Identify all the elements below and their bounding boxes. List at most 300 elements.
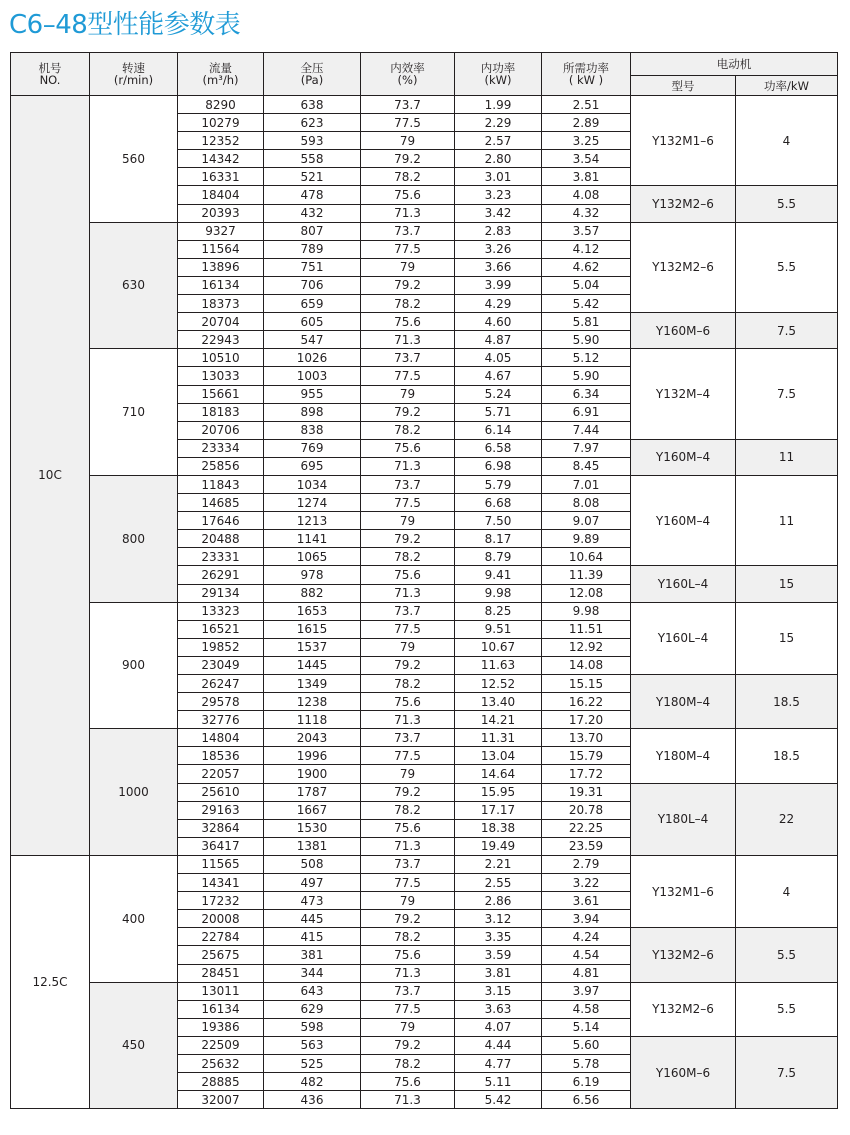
pressure-cell: 497 bbox=[264, 874, 361, 892]
header-motor-power: 功率/kW bbox=[736, 76, 838, 96]
efficiency-cell: 79.2 bbox=[361, 783, 455, 801]
required-power-cell: 5.60 bbox=[542, 1036, 631, 1054]
internal-power-cell: 13.40 bbox=[455, 693, 542, 711]
required-power-cell: 15.79 bbox=[542, 747, 631, 765]
required-power-cell: 5.78 bbox=[542, 1054, 631, 1072]
header-efficiency-label: 内效率 bbox=[390, 61, 425, 75]
required-power-cell: 7.01 bbox=[542, 475, 631, 493]
motor-power-cell: 4 bbox=[736, 96, 838, 186]
efficiency-cell: 79.2 bbox=[361, 403, 455, 421]
pressure-cell: 1445 bbox=[264, 656, 361, 674]
motor-power-cell: 15 bbox=[736, 566, 838, 602]
table-row bbox=[11, 855, 838, 873]
efficiency-cell: 79 bbox=[361, 765, 455, 783]
internal-power-cell: 9.98 bbox=[455, 584, 542, 602]
motor-power-cell: 5.5 bbox=[736, 928, 838, 982]
efficiency-cell: 73.7 bbox=[361, 222, 455, 240]
internal-power-cell: 6.98 bbox=[455, 457, 542, 475]
required-power-cell: 5.90 bbox=[542, 367, 631, 385]
internal-power-cell: 3.42 bbox=[455, 204, 542, 222]
flow-cell: 20706 bbox=[178, 421, 264, 439]
flow-cell: 13323 bbox=[178, 602, 264, 620]
pressure-cell: 1537 bbox=[264, 638, 361, 656]
flow-cell: 12352 bbox=[178, 132, 264, 150]
internal-power-cell: 6.68 bbox=[455, 494, 542, 512]
required-power-cell: 5.81 bbox=[542, 313, 631, 331]
required-power-cell: 3.94 bbox=[542, 910, 631, 928]
flow-cell: 23334 bbox=[178, 439, 264, 457]
required-power-cell: 7.97 bbox=[542, 439, 631, 457]
pressure-cell: 605 bbox=[264, 313, 361, 331]
motor-model-cell: Y132M1–6 bbox=[631, 96, 736, 186]
pressure-cell: 563 bbox=[264, 1036, 361, 1054]
efficiency-cell: 78.2 bbox=[361, 928, 455, 946]
pressure-cell: 1381 bbox=[264, 837, 361, 855]
pressure-cell: 1118 bbox=[264, 711, 361, 729]
flow-cell: 16134 bbox=[178, 276, 264, 294]
required-power-cell: 4.24 bbox=[542, 928, 631, 946]
flow-cell: 20393 bbox=[178, 204, 264, 222]
efficiency-cell: 73.7 bbox=[361, 475, 455, 493]
header-required-power bbox=[542, 53, 631, 96]
required-power-cell: 16.22 bbox=[542, 693, 631, 711]
internal-power-cell: 1.99 bbox=[455, 96, 542, 114]
required-power-cell: 8.45 bbox=[542, 457, 631, 475]
header-motor: 电动机 bbox=[631, 53, 838, 76]
required-power-cell: 3.54 bbox=[542, 150, 631, 168]
motor-power-cell: 7.5 bbox=[736, 349, 838, 439]
required-power-cell: 10.64 bbox=[542, 548, 631, 566]
required-power-cell: 12.08 bbox=[542, 584, 631, 602]
efficiency-cell: 71.3 bbox=[361, 964, 455, 982]
pressure-cell: 1003 bbox=[264, 367, 361, 385]
required-power-cell: 3.81 bbox=[542, 168, 631, 186]
flow-cell: 29578 bbox=[178, 693, 264, 711]
required-power-cell: 7.44 bbox=[542, 421, 631, 439]
pressure-cell: 1996 bbox=[264, 747, 361, 765]
efficiency-cell: 77.5 bbox=[361, 114, 455, 132]
required-power-cell: 4.81 bbox=[542, 964, 631, 982]
pressure-cell: 1787 bbox=[264, 783, 361, 801]
internal-power-cell: 2.86 bbox=[455, 892, 542, 910]
table-row bbox=[11, 982, 838, 1000]
required-power-cell: 22.25 bbox=[542, 819, 631, 837]
internal-power-cell: 17.17 bbox=[455, 801, 542, 819]
required-power-cell: 3.22 bbox=[542, 874, 631, 892]
efficiency-cell: 79 bbox=[361, 1018, 455, 1036]
efficiency-cell: 71.3 bbox=[361, 584, 455, 602]
internal-power-cell: 2.29 bbox=[455, 114, 542, 132]
pressure-cell: 1653 bbox=[264, 602, 361, 620]
internal-power-cell: 5.11 bbox=[455, 1073, 542, 1091]
header-flow-label: 流量 bbox=[209, 61, 232, 75]
header-machine-no bbox=[11, 53, 90, 96]
internal-power-cell: 8.79 bbox=[455, 548, 542, 566]
internal-power-cell: 4.07 bbox=[455, 1018, 542, 1036]
flow-cell: 25610 bbox=[178, 783, 264, 801]
efficiency-cell: 79 bbox=[361, 385, 455, 403]
required-power-cell: 3.61 bbox=[542, 892, 631, 910]
header-machine-no-label: 机号 bbox=[38, 61, 62, 75]
pressure-cell: 1349 bbox=[264, 675, 361, 693]
header-motor-model: 型号 bbox=[631, 76, 736, 96]
internal-power-cell: 13.04 bbox=[455, 747, 542, 765]
pressure-cell: 1026 bbox=[264, 349, 361, 367]
required-power-cell: 6.91 bbox=[542, 403, 631, 421]
efficiency-cell: 75.6 bbox=[361, 439, 455, 457]
motor-model-cell: Y160L–4 bbox=[631, 566, 736, 602]
efficiency-cell: 75.6 bbox=[361, 1073, 455, 1091]
required-power-cell: 19.31 bbox=[542, 783, 631, 801]
internal-power-cell: 4.29 bbox=[455, 295, 542, 313]
flow-cell: 36417 bbox=[178, 837, 264, 855]
efficiency-cell: 75.6 bbox=[361, 693, 455, 711]
internal-power-cell: 3.35 bbox=[455, 928, 542, 946]
motor-power-cell: 11 bbox=[736, 475, 838, 565]
flow-cell: 20488 bbox=[178, 530, 264, 548]
flow-cell: 18373 bbox=[178, 295, 264, 313]
flow-cell: 22943 bbox=[178, 331, 264, 349]
motor-model-cell: Y132M2–6 bbox=[631, 928, 736, 982]
internal-power-cell: 5.79 bbox=[455, 475, 542, 493]
internal-power-cell: 19.49 bbox=[455, 837, 542, 855]
internal-power-cell: 4.77 bbox=[455, 1054, 542, 1072]
pressure-cell: 955 bbox=[264, 385, 361, 403]
motor-power-cell: 5.5 bbox=[736, 982, 838, 1036]
pressure-cell: 2043 bbox=[264, 729, 361, 747]
internal-power-cell: 8.17 bbox=[455, 530, 542, 548]
internal-power-cell: 18.38 bbox=[455, 819, 542, 837]
pressure-cell: 1065 bbox=[264, 548, 361, 566]
required-power-cell: 6.34 bbox=[542, 385, 631, 403]
machine-no-cell: 10C bbox=[11, 96, 90, 856]
efficiency-cell: 71.3 bbox=[361, 331, 455, 349]
pressure-cell: 521 bbox=[264, 168, 361, 186]
internal-power-cell: 8.25 bbox=[455, 602, 542, 620]
efficiency-cell: 73.7 bbox=[361, 729, 455, 747]
pressure-cell: 898 bbox=[264, 403, 361, 421]
efficiency-cell: 78.2 bbox=[361, 168, 455, 186]
required-power-cell: 15.15 bbox=[542, 675, 631, 693]
efficiency-cell: 79 bbox=[361, 258, 455, 276]
pressure-cell: 1615 bbox=[264, 620, 361, 638]
pressure-cell: 525 bbox=[264, 1054, 361, 1072]
internal-power-cell: 5.42 bbox=[455, 1091, 542, 1109]
required-power-cell: 4.08 bbox=[542, 186, 631, 204]
required-power-cell: 4.54 bbox=[542, 946, 631, 964]
pressure-cell: 445 bbox=[264, 910, 361, 928]
flow-cell: 20008 bbox=[178, 910, 264, 928]
motor-power-cell: 18.5 bbox=[736, 675, 838, 729]
efficiency-cell: 79 bbox=[361, 512, 455, 530]
required-power-cell: 11.39 bbox=[542, 566, 631, 584]
motor-model-cell: Y160M–6 bbox=[631, 1036, 736, 1108]
motor-model-cell: Y160M–4 bbox=[631, 475, 736, 565]
required-power-cell: 9.07 bbox=[542, 512, 631, 530]
required-power-cell: 4.32 bbox=[542, 204, 631, 222]
required-power-cell: 5.90 bbox=[542, 331, 631, 349]
efficiency-cell: 79 bbox=[361, 638, 455, 656]
motor-power-cell: 7.5 bbox=[736, 313, 838, 349]
motor-model-cell: Y132M1–6 bbox=[631, 855, 736, 927]
pressure-cell: 695 bbox=[264, 457, 361, 475]
pressure-cell: 344 bbox=[264, 964, 361, 982]
internal-power-cell: 2.57 bbox=[455, 132, 542, 150]
pressure-cell: 436 bbox=[264, 1091, 361, 1109]
required-power-cell: 4.58 bbox=[542, 1000, 631, 1018]
header-machine-no-unit: NO. bbox=[39, 73, 61, 87]
pressure-cell: 547 bbox=[264, 331, 361, 349]
flow-cell: 16521 bbox=[178, 620, 264, 638]
flow-cell: 17232 bbox=[178, 892, 264, 910]
flow-cell: 26291 bbox=[178, 566, 264, 584]
flow-cell: 13033 bbox=[178, 367, 264, 385]
flow-cell: 16331 bbox=[178, 168, 264, 186]
efficiency-cell: 77.5 bbox=[361, 494, 455, 512]
efficiency-cell: 75.6 bbox=[361, 566, 455, 584]
flow-cell: 22509 bbox=[178, 1036, 264, 1054]
flow-cell: 22784 bbox=[178, 928, 264, 946]
required-power-cell: 2.51 bbox=[542, 96, 631, 114]
pressure-cell: 659 bbox=[264, 295, 361, 313]
pressure-cell: 593 bbox=[264, 132, 361, 150]
internal-power-cell: 11.63 bbox=[455, 656, 542, 674]
internal-power-cell: 9.51 bbox=[455, 620, 542, 638]
flow-cell: 28451 bbox=[178, 964, 264, 982]
pressure-cell: 473 bbox=[264, 892, 361, 910]
internal-power-cell: 7.50 bbox=[455, 512, 542, 530]
internal-power-cell: 15.95 bbox=[455, 783, 542, 801]
internal-power-cell: 3.99 bbox=[455, 276, 542, 294]
internal-power-cell: 3.81 bbox=[455, 964, 542, 982]
flow-cell: 9327 bbox=[178, 222, 264, 240]
speed-cell: 630 bbox=[90, 222, 178, 349]
header-speed-label: 转速 bbox=[122, 61, 145, 75]
pressure-cell: 1274 bbox=[264, 494, 361, 512]
required-power-cell: 14.08 bbox=[542, 656, 631, 674]
efficiency-cell: 75.6 bbox=[361, 313, 455, 331]
motor-power-cell: 5.5 bbox=[736, 186, 838, 222]
speed-cell: 710 bbox=[90, 349, 178, 476]
pressure-cell: 643 bbox=[264, 982, 361, 1000]
flow-cell: 29134 bbox=[178, 584, 264, 602]
efficiency-cell: 78.2 bbox=[361, 1054, 455, 1072]
required-power-cell: 12.92 bbox=[542, 638, 631, 656]
internal-power-cell: 3.01 bbox=[455, 168, 542, 186]
internal-power-cell: 3.12 bbox=[455, 910, 542, 928]
efficiency-cell: 77.5 bbox=[361, 1000, 455, 1018]
required-power-cell: 13.70 bbox=[542, 729, 631, 747]
efficiency-cell: 75.6 bbox=[361, 946, 455, 964]
table-row bbox=[11, 729, 838, 747]
performance-table bbox=[10, 52, 838, 1109]
required-power-cell: 20.78 bbox=[542, 801, 631, 819]
internal-power-cell: 14.21 bbox=[455, 711, 542, 729]
required-power-cell: 8.08 bbox=[542, 494, 631, 512]
header-speed-unit: (r/min) bbox=[113, 73, 154, 87]
motor-model-cell: Y160M–4 bbox=[631, 439, 736, 475]
internal-power-cell: 6.58 bbox=[455, 439, 542, 457]
efficiency-cell: 71.3 bbox=[361, 204, 455, 222]
efficiency-cell: 71.3 bbox=[361, 837, 455, 855]
pressure-cell: 432 bbox=[264, 204, 361, 222]
efficiency-cell: 79 bbox=[361, 892, 455, 910]
flow-cell: 32864 bbox=[178, 819, 264, 837]
flow-cell: 26247 bbox=[178, 675, 264, 693]
pressure-cell: 789 bbox=[264, 240, 361, 258]
required-power-cell: 17.72 bbox=[542, 765, 631, 783]
pressure-cell: 482 bbox=[264, 1073, 361, 1091]
motor-model-cell: Y132M2–6 bbox=[631, 186, 736, 222]
required-power-cell: 5.04 bbox=[542, 276, 631, 294]
header-efficiency bbox=[361, 53, 455, 96]
pressure-cell: 508 bbox=[264, 855, 361, 873]
pressure-cell: 751 bbox=[264, 258, 361, 276]
required-power-cell: 5.12 bbox=[542, 349, 631, 367]
required-power-cell: 9.89 bbox=[542, 530, 631, 548]
internal-power-cell: 2.55 bbox=[455, 874, 542, 892]
flow-cell: 19386 bbox=[178, 1018, 264, 1036]
speed-cell: 400 bbox=[90, 855, 178, 982]
required-power-cell: 2.79 bbox=[542, 855, 631, 873]
header-flow bbox=[178, 53, 264, 96]
efficiency-cell: 75.6 bbox=[361, 819, 455, 837]
efficiency-cell: 73.7 bbox=[361, 602, 455, 620]
flow-cell: 17646 bbox=[178, 512, 264, 530]
flow-cell: 18183 bbox=[178, 403, 264, 421]
efficiency-cell: 71.3 bbox=[361, 457, 455, 475]
internal-power-cell: 5.71 bbox=[455, 403, 542, 421]
flow-cell: 15661 bbox=[178, 385, 264, 403]
efficiency-cell: 79.2 bbox=[361, 1036, 455, 1054]
internal-power-cell: 4.67 bbox=[455, 367, 542, 385]
table-row bbox=[11, 602, 838, 620]
motor-model-cell: Y132M–4 bbox=[631, 349, 736, 439]
motor-model-cell: Y180M–4 bbox=[631, 675, 736, 729]
flow-cell: 20704 bbox=[178, 313, 264, 331]
internal-power-cell: 3.15 bbox=[455, 982, 542, 1000]
internal-power-cell: 2.21 bbox=[455, 855, 542, 873]
flow-cell: 14685 bbox=[178, 494, 264, 512]
efficiency-cell: 79.2 bbox=[361, 530, 455, 548]
motor-power-cell: 22 bbox=[736, 783, 838, 855]
header-efficiency-unit: (%) bbox=[397, 73, 418, 87]
efficiency-cell: 78.2 bbox=[361, 675, 455, 693]
table-row bbox=[11, 222, 838, 240]
internal-power-cell: 4.05 bbox=[455, 349, 542, 367]
required-power-cell: 4.12 bbox=[542, 240, 631, 258]
flow-cell: 10279 bbox=[178, 114, 264, 132]
required-power-cell: 23.59 bbox=[542, 837, 631, 855]
required-power-cell: 11.51 bbox=[542, 620, 631, 638]
pressure-cell: 1900 bbox=[264, 765, 361, 783]
internal-power-cell: 3.23 bbox=[455, 186, 542, 204]
flow-cell: 25632 bbox=[178, 1054, 264, 1072]
header-pressure-label: 全压 bbox=[300, 61, 324, 75]
internal-power-cell: 3.63 bbox=[455, 1000, 542, 1018]
efficiency-cell: 75.6 bbox=[361, 186, 455, 204]
flow-cell: 10510 bbox=[178, 349, 264, 367]
internal-power-cell: 4.60 bbox=[455, 313, 542, 331]
flow-cell: 25675 bbox=[178, 946, 264, 964]
flow-cell: 11843 bbox=[178, 475, 264, 493]
header-internal-power-unit: (kW) bbox=[484, 73, 512, 87]
required-power-cell: 3.25 bbox=[542, 132, 631, 150]
header-flow-unit: (m³/h) bbox=[202, 73, 239, 87]
flow-cell: 13896 bbox=[178, 258, 264, 276]
speed-cell: 1000 bbox=[90, 729, 178, 856]
flow-cell: 8290 bbox=[178, 96, 264, 114]
internal-power-cell: 2.83 bbox=[455, 222, 542, 240]
efficiency-cell: 78.2 bbox=[361, 801, 455, 819]
speed-cell: 800 bbox=[90, 475, 178, 602]
internal-power-cell: 6.14 bbox=[455, 421, 542, 439]
speed-cell: 560 bbox=[90, 96, 178, 223]
flow-cell: 14341 bbox=[178, 874, 264, 892]
machine-no-cell: 12.5C bbox=[11, 855, 90, 1108]
motor-power-cell: 5.5 bbox=[736, 222, 838, 312]
internal-power-cell: 4.87 bbox=[455, 331, 542, 349]
pressure-cell: 769 bbox=[264, 439, 361, 457]
flow-cell: 19852 bbox=[178, 638, 264, 656]
motor-power-cell: 18.5 bbox=[736, 729, 838, 783]
internal-power-cell: 12.52 bbox=[455, 675, 542, 693]
motor-power-cell: 4 bbox=[736, 855, 838, 927]
required-power-cell: 17.20 bbox=[542, 711, 631, 729]
flow-cell: 14342 bbox=[178, 150, 264, 168]
required-power-cell: 5.42 bbox=[542, 295, 631, 313]
efficiency-cell: 79.2 bbox=[361, 910, 455, 928]
efficiency-cell: 77.5 bbox=[361, 747, 455, 765]
pressure-cell: 558 bbox=[264, 150, 361, 168]
flow-cell: 23049 bbox=[178, 656, 264, 674]
header-required-power-unit: ( kW ) bbox=[568, 73, 604, 87]
efficiency-cell: 73.7 bbox=[361, 855, 455, 873]
efficiency-cell: 79.2 bbox=[361, 656, 455, 674]
pressure-cell: 1530 bbox=[264, 819, 361, 837]
flow-cell: 11564 bbox=[178, 240, 264, 258]
motor-power-cell: 11 bbox=[736, 439, 838, 475]
motor-model-cell: Y132M2–6 bbox=[631, 222, 736, 312]
pressure-cell: 381 bbox=[264, 946, 361, 964]
efficiency-cell: 73.7 bbox=[361, 349, 455, 367]
header-internal-power-label: 内功率 bbox=[480, 61, 516, 75]
required-power-cell: 9.98 bbox=[542, 602, 631, 620]
efficiency-cell: 71.3 bbox=[361, 1091, 455, 1109]
required-power-cell: 4.62 bbox=[542, 258, 631, 276]
motor-model-cell: Y180L–4 bbox=[631, 783, 736, 855]
internal-power-cell: 11.31 bbox=[455, 729, 542, 747]
flow-cell: 23331 bbox=[178, 548, 264, 566]
internal-power-cell: 5.24 bbox=[455, 385, 542, 403]
motor-power-cell: 15 bbox=[736, 602, 838, 674]
internal-power-cell: 2.80 bbox=[455, 150, 542, 168]
pressure-cell: 838 bbox=[264, 421, 361, 439]
required-power-cell: 3.97 bbox=[542, 982, 631, 1000]
flow-cell: 32776 bbox=[178, 711, 264, 729]
flow-cell: 29163 bbox=[178, 801, 264, 819]
required-power-cell: 2.89 bbox=[542, 114, 631, 132]
flow-cell: 18404 bbox=[178, 186, 264, 204]
table-row bbox=[11, 349, 838, 367]
pressure-cell: 478 bbox=[264, 186, 361, 204]
pressure-cell: 1238 bbox=[264, 693, 361, 711]
flow-cell: 32007 bbox=[178, 1091, 264, 1109]
internal-power-cell: 3.66 bbox=[455, 258, 542, 276]
flow-cell: 11565 bbox=[178, 855, 264, 873]
efficiency-cell: 77.5 bbox=[361, 240, 455, 258]
efficiency-cell: 78.2 bbox=[361, 421, 455, 439]
